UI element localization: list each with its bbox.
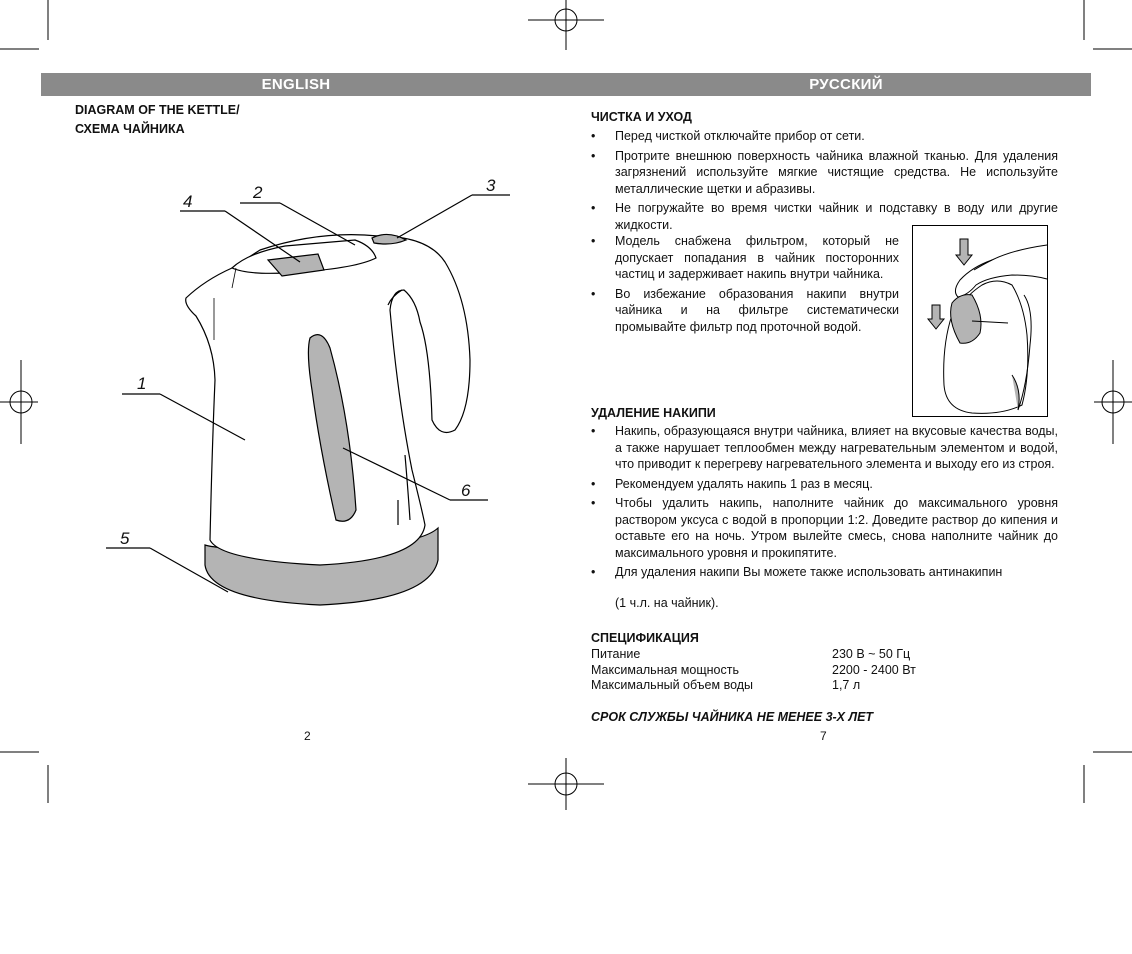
descaling-heading: УДАЛЕНИЕ НАКИПИ [591, 406, 716, 420]
callout-4: 4 [183, 192, 193, 211]
header-right-title: РУССКИЙ [809, 76, 883, 93]
registration-mark-left [0, 360, 38, 444]
page-number-right: 7 [820, 729, 827, 743]
spec-row [591, 647, 1051, 663]
callout-6: 6 [461, 481, 471, 500]
header-left-title: ENGLISH [261, 76, 331, 93]
list-item: • Протрите внешнюю поверхность чайника влажной тканью. Для удаления загрязнений используйте мягкие чистящие средства. Не используйте металлические щетки и абразивы. [591, 148, 1058, 198]
descaling-continuation: (1 ч.л. на чайник). [615, 596, 719, 610]
header-bar [41, 73, 1091, 96]
cleaning-list-narrow [591, 233, 899, 338]
callout-3: 3 [486, 176, 496, 195]
spec-value: 230 В ~ 50 Гц [832, 647, 911, 661]
page-number-left: 2 [304, 729, 311, 743]
callout-1: 1 [137, 374, 147, 393]
spec-label: Максимальная мощность [591, 662, 739, 677]
specs-table [591, 647, 1051, 694]
registration-mark-right [1094, 360, 1132, 444]
list-item: • Перед чисткой отключайте прибор от сети. [591, 128, 1058, 145]
kettle-diagram [100, 170, 620, 630]
spec-label: Максимальный объем воды [591, 678, 754, 692]
spec-row [591, 663, 1051, 679]
spec-row [591, 678, 1051, 694]
spec-label: Питание [591, 647, 641, 661]
cleaning-list [591, 128, 1058, 236]
diagram-title-line1: DIAGRAM OF THE KETTLE/ [75, 103, 240, 117]
descaling-list [591, 423, 1058, 584]
list-item: • Во избежание образования накипи внутри чайника и на фильтре систематически промывайте фильтр под проточной водой. [591, 286, 899, 336]
filter-cleaning-illustration [912, 225, 1048, 417]
list-item: • Накипь, образующаяся внутри чайника, влияет на вкусовые качества воды, а также нарушает теплообмен между нагревательным элементом и водой, что приводит к перегреву нагревательного элемента и выходу его из строя. [591, 423, 1058, 473]
spec-value: 1,7 л [832, 678, 861, 692]
registration-mark-bottom [528, 758, 604, 810]
list-item: • Модель снабжена фильтром, который не допускает попадания в чайник посторонних частиц и задерживает накипь внутри чайника. [591, 233, 899, 283]
callout-2: 2 [253, 183, 263, 202]
callout-5: 5 [120, 529, 130, 548]
list-item: • Рекомендуем удалять накипь 1 раз в месяц. [591, 476, 1058, 493]
list-item: • Чтобы удалить накипь, наполните чайник до максимального уровня раствором уксуса с водой в пропорции 1:2. Доведите раствор до кипения и оставьте его на ночь. Утром вылейте смесь, снова наполните чайник до максимального уровня и прокипятите. [591, 495, 1058, 561]
lifetime-note: СРОК СЛУЖБЫ ЧАЙНИКА НЕ МЕНЕЕ 3-Х ЛЕТ [591, 710, 874, 724]
registration-mark-top [528, 0, 604, 50]
list-item: • Не погружайте во время чистки чайник и подставку в воду или другие жидкости. [591, 200, 1058, 233]
cleaning-heading: ЧИСТКА И УХОД [591, 110, 692, 124]
spec-value: 2200 - 2400 Вт [832, 662, 916, 677]
specs-heading: СПЕЦИФИКАЦИЯ [591, 631, 699, 645]
list-item: • Для удаления накипи Вы можете также использовать антинакипин [591, 564, 1058, 581]
diagram-title-line2: СХЕМА ЧАЙНИКА [75, 122, 185, 136]
